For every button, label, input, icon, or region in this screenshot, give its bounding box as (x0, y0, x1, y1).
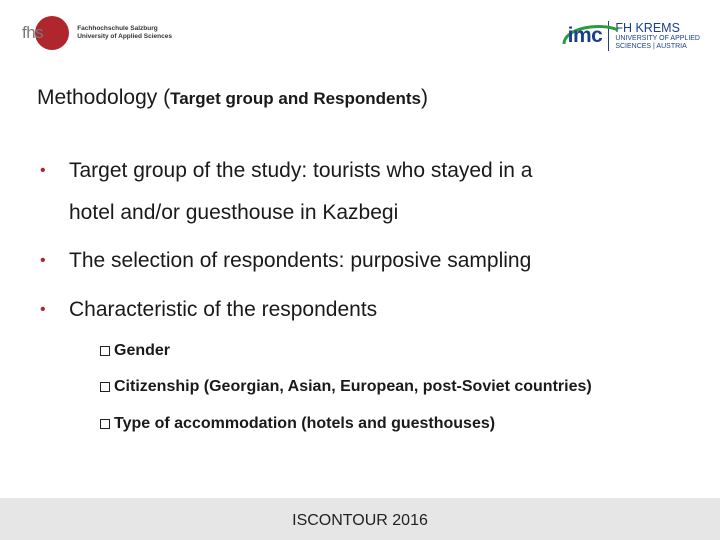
krems-line3: SCIENCES | AUSTRIA (615, 43, 687, 50)
fhs-sub-line2: University of Applied Sciences (77, 33, 172, 40)
fh-krems-logo (615, 21, 700, 51)
title-subtitle: Target group and Respondents (170, 89, 421, 108)
sub-bullet-item (100, 342, 170, 360)
title-paren-open: ( (157, 86, 171, 109)
imc-logo-text: imc (567, 24, 603, 47)
bullet-dot-icon: • (40, 301, 46, 318)
bullet-line: hotel and/or guesthouse in Kazbegi (69, 201, 399, 224)
fhs-logo-text: fhs (22, 23, 44, 42)
bullet-text: The selection of respondents: purposive sampling (69, 249, 532, 272)
title-main: Methodology (37, 86, 158, 109)
checkbox-square-icon (100, 419, 110, 429)
fhs-logo-subtitle (77, 25, 172, 41)
checkbox-square-icon (100, 346, 110, 356)
fhs-sub-line1: Fachhochschule Salzburg (77, 25, 158, 32)
krems-line1: FH KREMS (615, 21, 680, 35)
sub-bullet-text: Gender (114, 342, 171, 359)
bullet-dot-icon: • (40, 252, 46, 269)
sub-bullet-item (100, 378, 592, 396)
krems-line2: UNIVERSITY OF APPLIED (615, 35, 700, 42)
bullet-line: Target group of the study: tourists who stayed in a (69, 159, 533, 182)
footer-text: ISCONTOUR 2016 (292, 512, 428, 529)
checkbox-square-icon (100, 382, 110, 392)
fhs-logo (22, 16, 172, 50)
title-paren-close: ) (421, 86, 428, 109)
sub-bullet-text: Type of accommodation (hotels and guesthouses) (114, 415, 496, 432)
sub-bullet-text: Citizenship (Georgian, Asian, European, post-Soviet countries) (114, 378, 592, 395)
footer-bar (0, 498, 720, 540)
imc-fh-krems-logo (562, 20, 700, 52)
imc-logo (562, 20, 603, 52)
sub-bullet-item (100, 415, 495, 433)
bullet-dot-icon: • (40, 162, 46, 179)
slide-title (37, 86, 428, 110)
bullet-text (69, 150, 680, 234)
bullet-text: Characteristic of the respondents (69, 298, 378, 321)
